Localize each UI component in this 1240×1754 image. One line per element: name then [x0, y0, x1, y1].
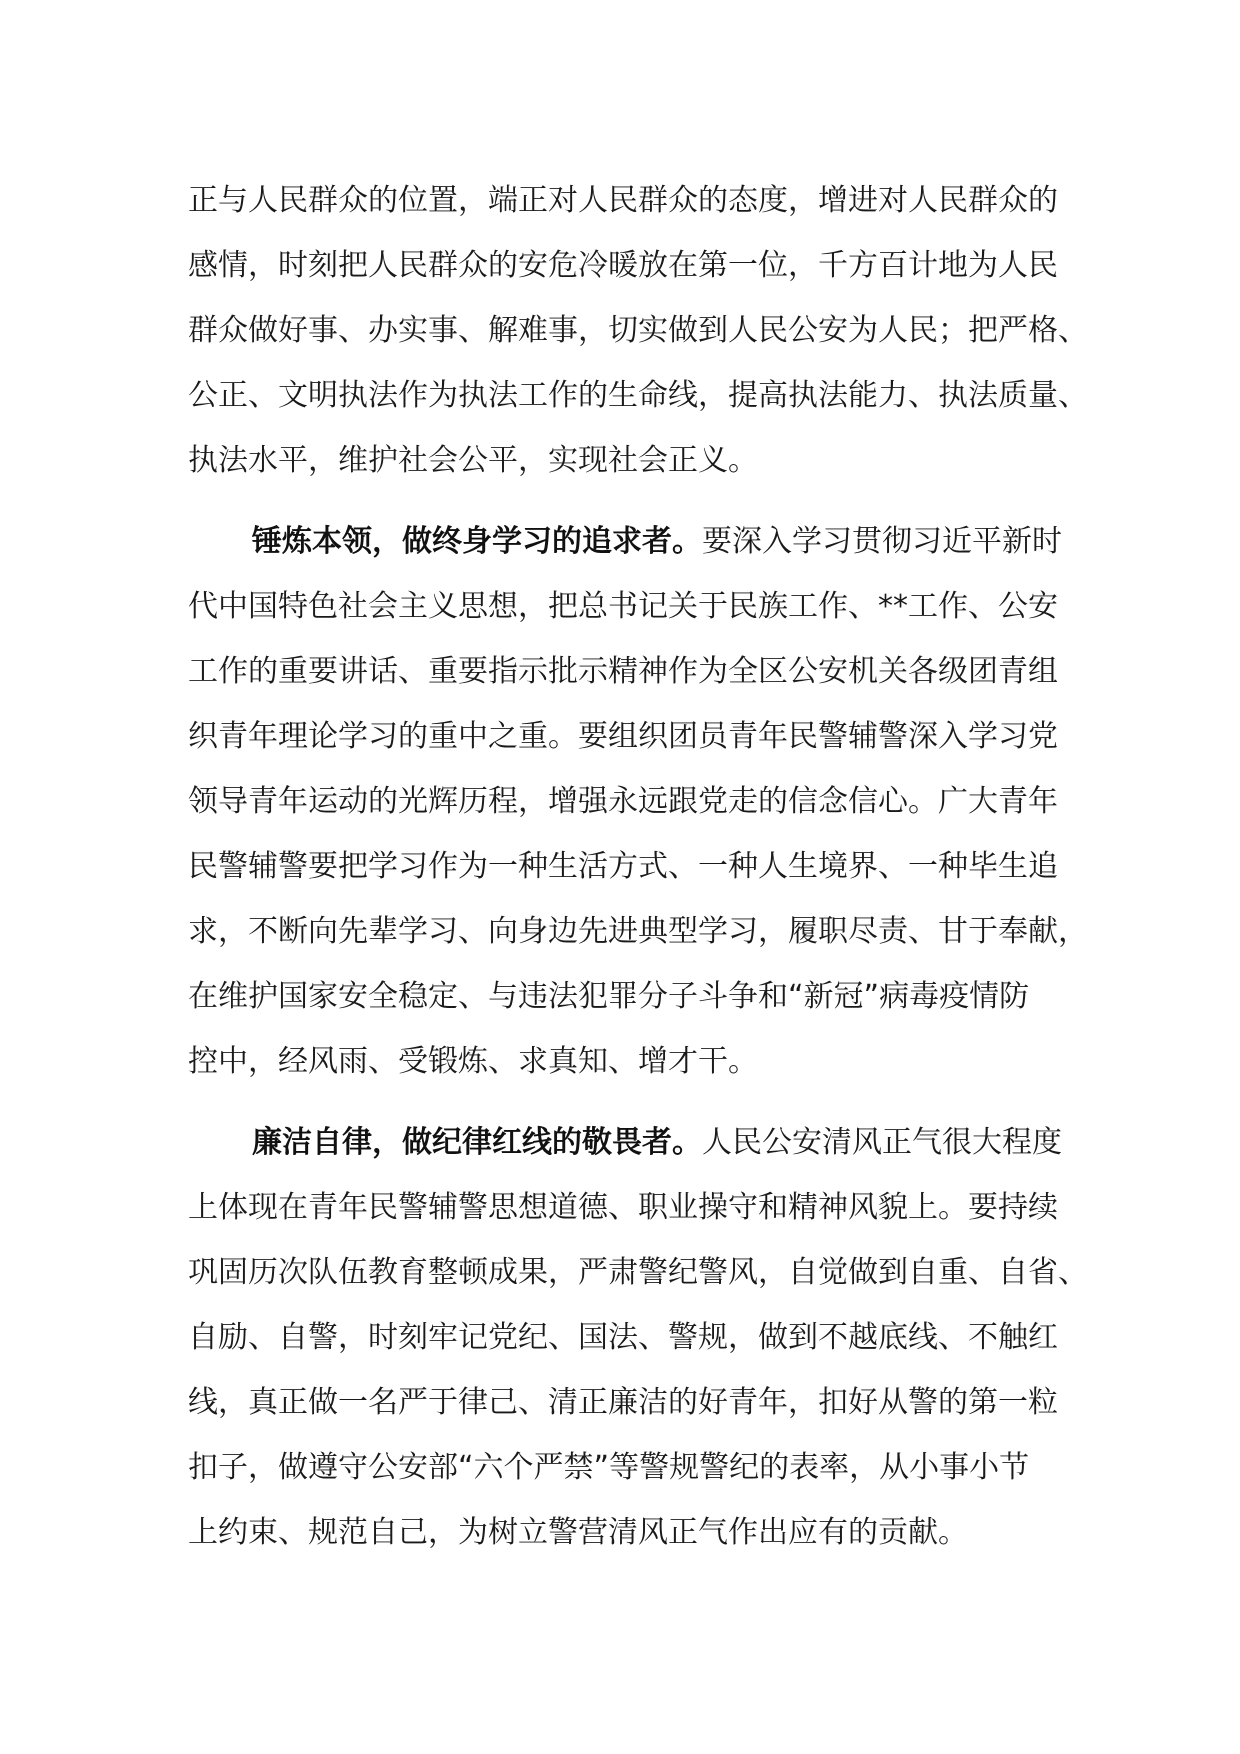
- text-line: 执法水平，维护社会公平，实现社会正义。: [188, 443, 758, 478]
- paragraph-first-line: [188, 1110, 1062, 1175]
- text-line: 上约束、规范自己，为树立警营清风正气作出应有的贡献。: [188, 1515, 968, 1550]
- text-line: 织青年理论学习的重中之重。要组织团员青年民警辅警深入学习党: [188, 719, 1058, 754]
- paragraph-study: [188, 509, 1088, 1094]
- text-line: 控中，经风雨、受锻炼、求真知、增才干。: [188, 1044, 758, 1079]
- text-line: 上体现在青年民警辅警思想道德、职业操守和精神风貌上。要持续: [188, 1190, 1058, 1225]
- text-line: 在维护国家安全稳定、与违法犯罪分子斗争和“新冠”病毒疫情防: [188, 979, 1030, 1014]
- text-line: 自励、自警，时刻牢记党纪、国法、警规，做到不越底线、不触红: [188, 1320, 1058, 1355]
- text-line: 求，不断向先辈学习、向身边先进典型学习，履职尽责、甘于奉献，: [188, 914, 1088, 949]
- paragraph-heading: 锤炼本领，做终身学习的追求者。: [252, 524, 702, 559]
- paragraph-spacer: [188, 1094, 1058, 1110]
- text-line: 正与人民群众的位置，端正对人民群众的态度，增进对人民群众的: [188, 183, 1058, 218]
- text-line: 领导青年运动的光辉历程，增强永远跟党走的信念信心。广大青年: [188, 784, 1058, 819]
- text-run: 人民公安清风正气很大程度: [702, 1125, 1062, 1160]
- document-body: [188, 168, 1088, 1565]
- text-line: 民警辅警要把学习作为一种生活方式、一种人生境界、一种毕生追: [188, 849, 1058, 884]
- text-line: 代中国特色社会主义思想，把总书记关于民族工作、**工作、公安: [188, 589, 1058, 624]
- paragraph-spacer: [188, 493, 1058, 509]
- paragraph-discipline: [188, 1110, 1088, 1565]
- text-line: 群众做好事、办实事、解难事，切实做到人民公安为人民；把严格、: [188, 313, 1088, 348]
- paragraph-heading: 廉洁自律，做纪律红线的敬畏者。: [252, 1125, 702, 1160]
- text-line: 扣子，做遵守公安部“六个严禁”等警规警纪的表率，从小事小节: [188, 1450, 1030, 1485]
- paragraph-first-line: [188, 509, 1062, 574]
- text-line: 公正、文明执法作为执法工作的生命线，提高执法能力、执法质量、: [188, 378, 1088, 413]
- text-run: 要深入学习贯彻习近平新时: [702, 524, 1062, 559]
- text-line: 工作的重要讲话、重要指示批示精神作为全区公安机关各级团青组: [188, 654, 1058, 689]
- text-line: 巩固历次队伍教育整顿成果，严肃警纪警风，自觉做到自重、自省、: [188, 1255, 1088, 1290]
- text-line: 感情，时刻把人民群众的安危冷暖放在第一位，千方百计地为人民: [188, 248, 1058, 283]
- text-line: 线，真正做一名严于律己、清正廉洁的好青年，扣好从警的第一粒: [188, 1385, 1058, 1420]
- paragraph-continuation: [188, 168, 1088, 493]
